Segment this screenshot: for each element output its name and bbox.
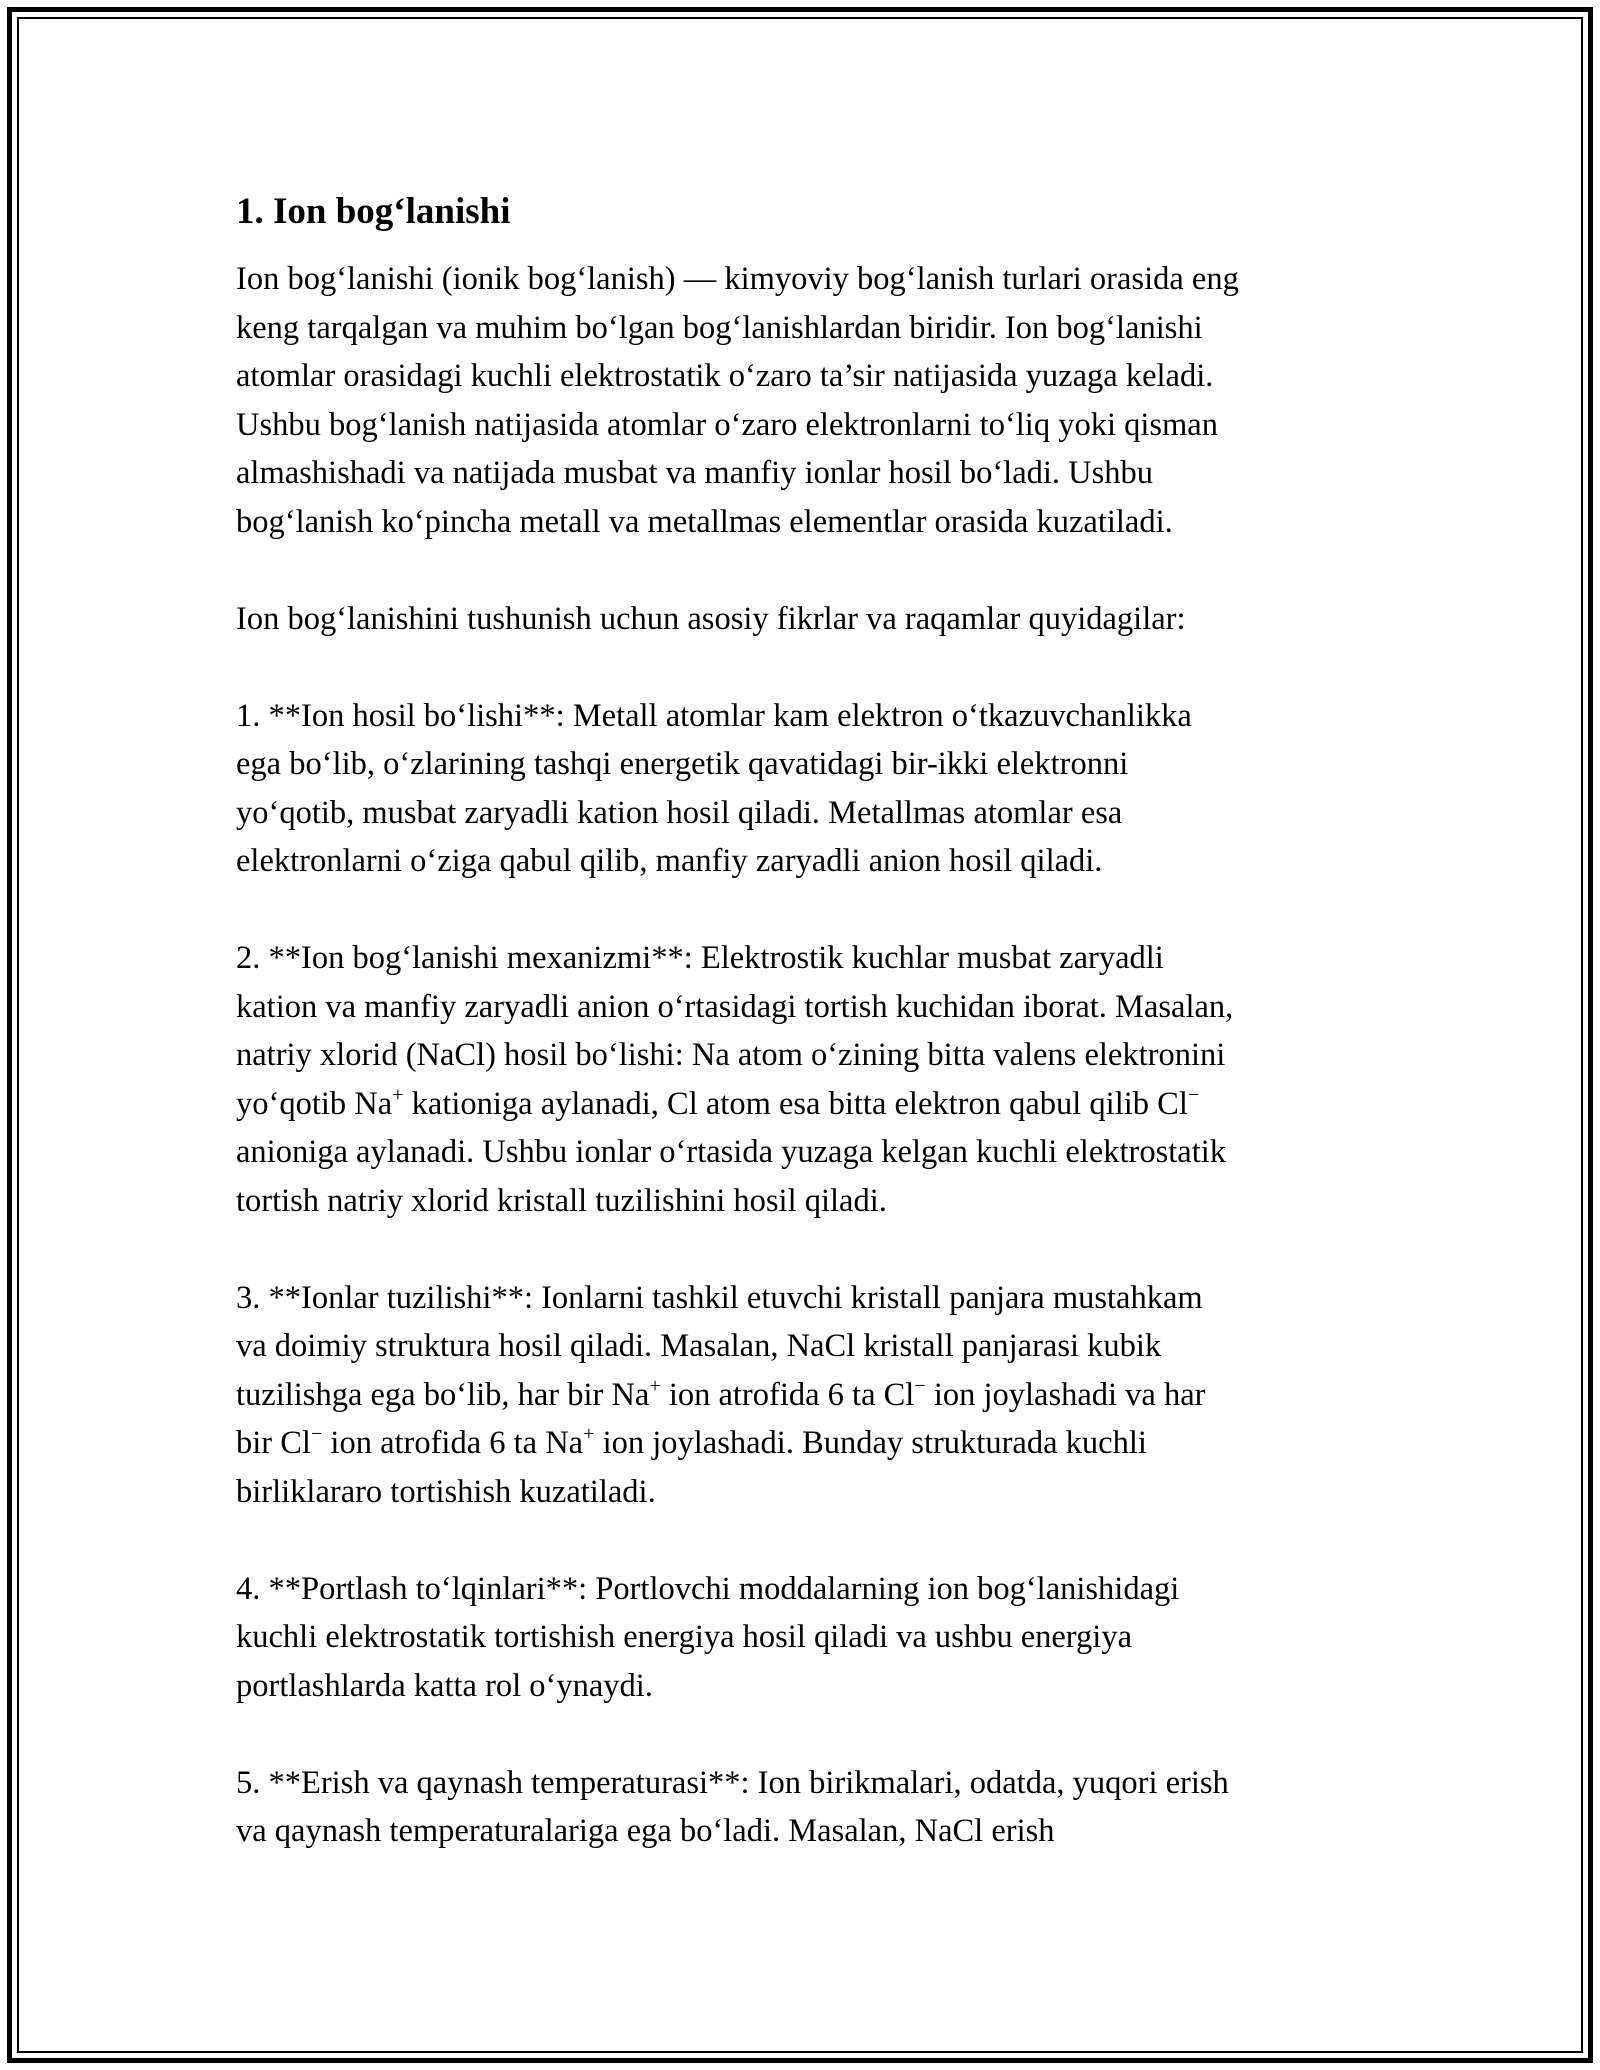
text-line: tortish natriy xlorid kristall tuzilishini hosil qiladi. bbox=[236, 1182, 887, 1219]
point-3-paragraph bbox=[236, 1274, 1376, 1517]
text-line bbox=[236, 1371, 1376, 1420]
section-heading: 1. Ion bog‘lanishi bbox=[236, 191, 511, 232]
lead-paragraph bbox=[236, 595, 1376, 644]
text-line: yo‘qotib, musbat zaryadli kation hosil qiladi. Metallmas atomlar esa bbox=[236, 794, 1123, 831]
text-line: atomlar orasidagi kuchli elektrostatik o‘zaro ta’sir natijasida yuzaga keladi. bbox=[236, 358, 1214, 394]
text-line: 3. **Ionlar tuzilishi**: Ionlarni tashkil etuvchi kristall panjara mustahkam bbox=[236, 1279, 1203, 1316]
text-line bbox=[236, 1419, 1376, 1468]
text-line: elektronlarni o‘ziga qabul qilib, manfiy zaryadli anion hosil qiladi. bbox=[236, 843, 1103, 879]
text-line: portlashlarda katta rol o‘ynaydi. bbox=[236, 1667, 653, 1704]
superscript-plus: + bbox=[583, 1423, 595, 1446]
superscript-minus: − bbox=[310, 1423, 323, 1446]
text-line: 5. **Erish va qaynash temperaturasi**: Ion birikmalari, odatda, yuqori erish bbox=[236, 1764, 1229, 1801]
text-line bbox=[236, 1080, 1376, 1129]
text-line: 1. **Ion hosil bo‘lishi**: Metall atomlar kam elektron o‘tkazuvchanlikka bbox=[236, 697, 1192, 734]
text-fragment: ion atrofida 6 ta Na bbox=[322, 1425, 584, 1461]
text-line: almashishadi va natijada musbat va manfiy ionlar hosil bo‘ladi. Ushbu bbox=[236, 455, 1154, 491]
document-body bbox=[236, 188, 1376, 1856]
text-line: Ion bog‘lanishini tushunish uchun asosiy fikrlar va raqamlar quyidagilar: bbox=[236, 600, 1186, 637]
text-fragment: ion atrofida 6 ta Cl bbox=[660, 1376, 915, 1413]
text-line: kation va manfiy zaryadli anion o‘rtasidagi tortish kuchidan iborat. Masalan, bbox=[236, 988, 1234, 1025]
text-line: birliklararo tortishish kuzatiladi. bbox=[236, 1473, 656, 1510]
point-2-paragraph bbox=[236, 934, 1376, 1225]
text-line: natriy xlorid (NaCl) hosil bo‘lishi: Na atom o‘zining bitta valens elektronini bbox=[236, 1037, 1226, 1073]
text-fragment: bir Cl bbox=[236, 1425, 311, 1461]
text-line: va qaynash temperaturalariga ega bo‘ladi. Masalan, NaCl erish bbox=[236, 1813, 1055, 1849]
superscript-minus: − bbox=[1187, 1083, 1200, 1106]
text-fragment: ion joylashadi. Bunday strukturada kuchli bbox=[594, 1425, 1147, 1461]
text-line: keng tarqalgan va muhim bo‘lgan bog‘lanishlardan biridir. Ion bog‘lanishi bbox=[236, 309, 1203, 346]
superscript-plus: + bbox=[392, 1083, 404, 1106]
text-line: Ushbu bog‘lanish natijasida atomlar o‘zaro elektronlarni to‘liq yoki qisman bbox=[236, 406, 1218, 443]
superscript-minus: − bbox=[914, 1374, 926, 1397]
text-line: 2. **Ion bog‘lanishi mexanizmi**: Elektrostik kuchlar musbat zaryadli bbox=[236, 940, 1164, 976]
text-line: bog‘lanish ko‘pincha metall va metallmas elementlar orasida kuzatiladi. bbox=[236, 503, 1173, 540]
text-line: ega bo‘lib, o‘zlarining tashqi energetik qavatidagi bir-ikki elektronni bbox=[236, 746, 1129, 782]
point-5-paragraph bbox=[236, 1759, 1376, 1856]
text-fragment: yo‘qotib Na bbox=[236, 1085, 393, 1122]
text-fragment: ion joylashadi va har bbox=[925, 1376, 1206, 1413]
text-fragment: kationiga aylanadi, Cl atom esa bitta elektron qabul qilib Cl bbox=[403, 1085, 1188, 1122]
text-fragment: tuzilishga ega bo‘lib, har bir Na bbox=[236, 1376, 650, 1413]
text-line: anioniga aylanadi. Ushbu ionlar o‘rtasida yuzaga kelgan kuchli elektrostatik bbox=[236, 1134, 1227, 1170]
text-line: Ion bog‘lanishi (ionik bog‘lanish) — kimyoviy bog‘lanish turlari orasida eng bbox=[236, 261, 1239, 297]
text-line: kuchli elektrostatik tortishish energiya hosil qiladi va ushbu energiya bbox=[236, 1619, 1132, 1655]
text-line: 4. **Portlash to‘lqinlari**: Portlovchi moddalarning ion bog‘lanishidagi bbox=[236, 1570, 1180, 1607]
text-line: va doimiy struktura hosil qiladi. Masalan, NaCl kristall panjarasi kubik bbox=[236, 1328, 1162, 1364]
superscript-plus: + bbox=[649, 1374, 661, 1397]
point-1-paragraph bbox=[236, 692, 1376, 886]
point-4-paragraph bbox=[236, 1565, 1376, 1711]
intro-paragraph bbox=[236, 255, 1376, 546]
